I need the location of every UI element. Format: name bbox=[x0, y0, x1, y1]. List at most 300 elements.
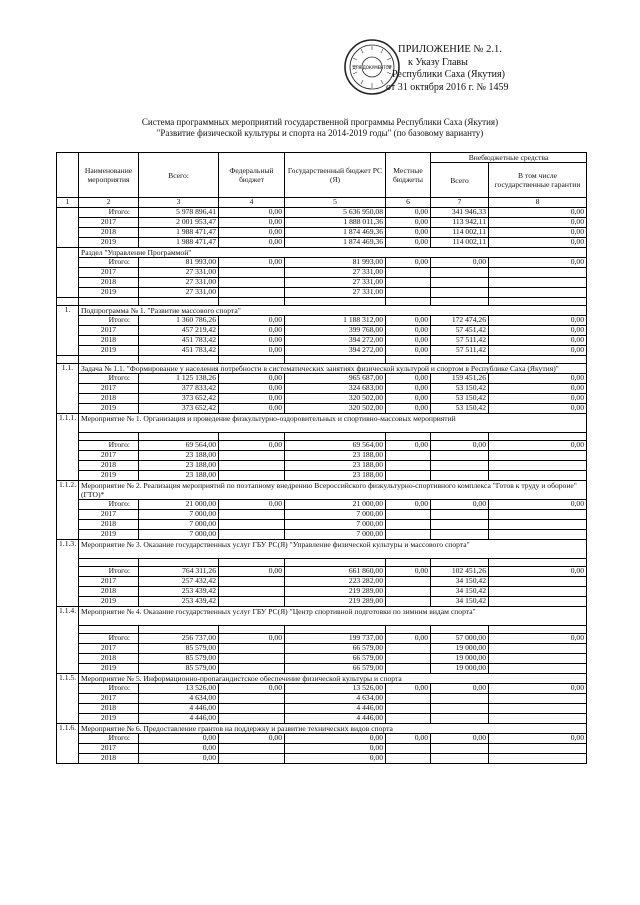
row-label: 2019 bbox=[79, 288, 139, 298]
value-cell: 0,00 bbox=[219, 404, 285, 414]
value-cell bbox=[386, 664, 431, 674]
section-row bbox=[57, 607, 587, 626]
value-cell: 102 451,26 bbox=[431, 567, 489, 577]
value-cell bbox=[489, 510, 587, 520]
value-cell bbox=[386, 744, 431, 754]
value-cell bbox=[386, 577, 431, 587]
section-title: Раздел "Управление Программой" bbox=[79, 248, 587, 258]
value-cell: 159 451,26 bbox=[431, 374, 489, 384]
table-row bbox=[57, 394, 587, 404]
value-cell: 85 579,00 bbox=[139, 664, 219, 674]
value-cell bbox=[386, 654, 431, 664]
empty-cell bbox=[386, 298, 431, 306]
value-cell bbox=[219, 714, 285, 724]
spacer-row bbox=[57, 298, 587, 306]
value-cell: 0,00 bbox=[386, 384, 431, 394]
value-cell: 0,00 bbox=[489, 684, 587, 694]
empty-cell bbox=[219, 559, 285, 567]
spacer-row bbox=[57, 356, 587, 364]
table-row bbox=[57, 510, 587, 520]
value-cell: 57 511,42 bbox=[431, 336, 489, 346]
value-cell: 0,00 bbox=[431, 500, 489, 510]
svg-text:ДЛЯ ДОКУМЕНТОВ: ДЛЯ ДОКУМЕНТОВ bbox=[352, 65, 392, 70]
col-number: 2 bbox=[79, 198, 139, 208]
value-cell: 0,00 bbox=[386, 238, 431, 248]
row-label: 2018 bbox=[79, 278, 139, 288]
empty-cell bbox=[219, 433, 285, 441]
value-cell bbox=[219, 520, 285, 530]
value-cell: 1 188 312,00 bbox=[285, 316, 386, 326]
value-cell bbox=[219, 664, 285, 674]
row-label: 2019 bbox=[79, 238, 139, 248]
value-cell: 85 579,00 bbox=[139, 644, 219, 654]
value-cell: 0,00 bbox=[386, 500, 431, 510]
value-cell: 341 946,33 bbox=[431, 208, 489, 218]
value-cell: 0,00 bbox=[219, 500, 285, 510]
empty-cell bbox=[386, 626, 431, 634]
value-cell bbox=[219, 288, 285, 298]
value-cell: 320 502,00 bbox=[285, 394, 386, 404]
empty-cell bbox=[79, 356, 139, 364]
value-cell: 0,00 bbox=[285, 734, 386, 744]
value-cell: 0,00 bbox=[489, 346, 587, 356]
value-cell: 81 993,00 bbox=[139, 258, 219, 268]
value-cell: 0,00 bbox=[489, 734, 587, 744]
col-number: 4 bbox=[219, 198, 285, 208]
value-cell: 0,00 bbox=[489, 567, 587, 577]
value-cell: 4 634,00 bbox=[285, 694, 386, 704]
empty-cell bbox=[431, 298, 489, 306]
table-header-row bbox=[57, 153, 587, 163]
value-cell: 66 579,00 bbox=[285, 654, 386, 664]
value-cell bbox=[489, 530, 587, 540]
value-cell: 13 526,00 bbox=[139, 684, 219, 694]
value-cell bbox=[219, 597, 285, 607]
empty-cell bbox=[489, 433, 587, 441]
value-cell: 23 188,00 bbox=[285, 471, 386, 481]
col-number: 7 bbox=[431, 198, 489, 208]
empty-cell bbox=[79, 559, 139, 567]
value-cell: 219 289,00 bbox=[285, 597, 386, 607]
row-label: 2017 bbox=[79, 451, 139, 461]
row-label: 2018 bbox=[79, 754, 139, 764]
value-cell: 4 446,00 bbox=[139, 714, 219, 724]
value-cell bbox=[386, 520, 431, 530]
value-cell: 373 652,42 bbox=[139, 404, 219, 414]
value-cell: 0,00 bbox=[489, 500, 587, 510]
value-cell: 0,00 bbox=[219, 374, 285, 384]
table-row bbox=[57, 704, 587, 714]
value-cell: 0,00 bbox=[489, 404, 587, 414]
row-label: 2017 bbox=[79, 384, 139, 394]
value-cell: 7 000,00 bbox=[285, 520, 386, 530]
empty-cell bbox=[79, 433, 139, 441]
value-cell bbox=[489, 520, 587, 530]
table-row bbox=[57, 734, 587, 744]
table-row bbox=[57, 374, 587, 384]
table-row bbox=[57, 714, 587, 724]
table-row bbox=[57, 404, 587, 414]
empty-cell bbox=[57, 298, 79, 306]
value-cell bbox=[489, 461, 587, 471]
table-row bbox=[57, 577, 587, 587]
value-cell: 0,00 bbox=[386, 567, 431, 577]
row-label: 2019 bbox=[79, 530, 139, 540]
value-cell: 219 289,00 bbox=[285, 587, 386, 597]
table-row bbox=[57, 208, 587, 218]
section-number: 1.1.3. bbox=[57, 540, 79, 607]
value-cell bbox=[489, 587, 587, 597]
value-cell: 27 331,00 bbox=[285, 278, 386, 288]
value-cell: 661 860,00 bbox=[285, 567, 386, 577]
value-cell: 0,00 bbox=[139, 754, 219, 764]
value-cell: 0,00 bbox=[219, 567, 285, 577]
value-cell: 0,00 bbox=[489, 384, 587, 394]
spacer-row bbox=[57, 626, 587, 634]
value-cell bbox=[489, 288, 587, 298]
value-cell: 81 993,00 bbox=[285, 258, 386, 268]
value-cell bbox=[431, 471, 489, 481]
value-cell: 373 652,42 bbox=[139, 394, 219, 404]
value-cell: 0,00 bbox=[219, 208, 285, 218]
value-cell: 1 988 471,47 bbox=[139, 228, 219, 238]
table-row bbox=[57, 754, 587, 764]
value-cell: 53 150,42 bbox=[431, 404, 489, 414]
value-cell: 394 272,00 bbox=[285, 346, 386, 356]
value-cell bbox=[431, 714, 489, 724]
table-row bbox=[57, 644, 587, 654]
empty-cell bbox=[79, 298, 139, 306]
empty-cell bbox=[431, 626, 489, 634]
value-cell: 0,00 bbox=[386, 208, 431, 218]
table-row bbox=[57, 218, 587, 228]
value-cell: 0,00 bbox=[489, 218, 587, 228]
table-row bbox=[57, 288, 587, 298]
value-cell: 23 188,00 bbox=[285, 461, 386, 471]
value-cell: 34 150,42 bbox=[431, 587, 489, 597]
value-cell bbox=[219, 471, 285, 481]
value-cell: 0,00 bbox=[219, 316, 285, 326]
value-cell bbox=[489, 644, 587, 654]
section-title: Подпрограмма № 1. "Развитие массового спорта" bbox=[79, 306, 587, 316]
value-cell bbox=[219, 451, 285, 461]
header-cell: Наименование мероприятия bbox=[79, 153, 139, 198]
value-cell: 0,00 bbox=[386, 228, 431, 238]
appendix-line: к Указу Главы bbox=[408, 56, 468, 68]
table-row bbox=[57, 258, 587, 268]
table-row bbox=[57, 694, 587, 704]
value-cell bbox=[431, 461, 489, 471]
value-cell bbox=[219, 754, 285, 764]
value-cell bbox=[386, 461, 431, 471]
value-cell: 0,00 bbox=[386, 394, 431, 404]
value-cell bbox=[489, 664, 587, 674]
value-cell: 0,00 bbox=[489, 326, 587, 336]
value-cell: 0,00 bbox=[489, 258, 587, 268]
value-cell: 27 331,00 bbox=[139, 278, 219, 288]
value-cell bbox=[386, 471, 431, 481]
table-row bbox=[57, 238, 587, 248]
appendix-line: ПРИЛОЖЕНИЕ № 2.1. bbox=[398, 44, 502, 55]
col-number: 1 bbox=[57, 198, 79, 208]
table-row bbox=[57, 441, 587, 451]
value-cell: 4 446,00 bbox=[285, 714, 386, 724]
value-cell: 320 502,00 bbox=[285, 404, 386, 414]
value-cell: 0,00 bbox=[219, 384, 285, 394]
empty-cell bbox=[386, 356, 431, 364]
header-cell: Местные бюджеты bbox=[386, 153, 431, 198]
header-cell: Федеральный бюджет bbox=[219, 153, 285, 198]
value-cell bbox=[489, 471, 587, 481]
section-row bbox=[57, 364, 587, 374]
empty-cell bbox=[139, 298, 219, 306]
spacer-row bbox=[57, 433, 587, 441]
value-cell: 0,00 bbox=[431, 441, 489, 451]
value-cell: 257 432,42 bbox=[139, 577, 219, 587]
value-cell: 0,00 bbox=[386, 634, 431, 644]
value-cell: 0,00 bbox=[489, 208, 587, 218]
empty-cell bbox=[285, 298, 386, 306]
value-cell: 57 511,42 bbox=[431, 346, 489, 356]
value-cell: 21 000,00 bbox=[139, 500, 219, 510]
section-row bbox=[57, 248, 587, 258]
value-cell: 394 272,00 bbox=[285, 336, 386, 346]
value-cell: 451 783,42 bbox=[139, 346, 219, 356]
value-cell: 0,00 bbox=[219, 634, 285, 644]
value-cell: 0,00 bbox=[285, 754, 386, 764]
value-cell: 27 331,00 bbox=[285, 288, 386, 298]
row-label: 2019 bbox=[79, 471, 139, 481]
value-cell bbox=[386, 288, 431, 298]
empty-cell bbox=[57, 356, 79, 364]
value-cell: 114 002,11 bbox=[431, 238, 489, 248]
value-cell bbox=[386, 694, 431, 704]
empty-cell bbox=[57, 208, 79, 248]
value-cell: 0,00 bbox=[489, 634, 587, 644]
value-cell bbox=[489, 278, 587, 288]
section-number bbox=[57, 248, 79, 298]
value-cell: 0,00 bbox=[219, 441, 285, 451]
value-cell bbox=[219, 644, 285, 654]
row-label: 2019 bbox=[79, 404, 139, 414]
row-label: 2019 bbox=[79, 346, 139, 356]
value-cell: 0,00 bbox=[219, 238, 285, 248]
table-row bbox=[57, 530, 587, 540]
value-cell bbox=[386, 451, 431, 461]
value-cell: 0,00 bbox=[219, 346, 285, 356]
col-number: 6 bbox=[386, 198, 431, 208]
empty-cell bbox=[219, 298, 285, 306]
value-cell: 23 188,00 bbox=[139, 461, 219, 471]
table-row bbox=[57, 326, 587, 336]
table-row bbox=[57, 346, 587, 356]
value-cell: 0,00 bbox=[489, 238, 587, 248]
section-row bbox=[57, 414, 587, 433]
value-cell: 0,00 bbox=[386, 218, 431, 228]
value-cell: 66 579,00 bbox=[285, 644, 386, 654]
value-cell: 0,00 bbox=[219, 734, 285, 744]
value-cell bbox=[219, 461, 285, 471]
value-cell: 451 783,42 bbox=[139, 336, 219, 346]
col-number: 5 bbox=[285, 198, 386, 208]
value-cell bbox=[431, 704, 489, 714]
value-cell: 13 526,00 bbox=[285, 684, 386, 694]
value-cell bbox=[386, 644, 431, 654]
value-cell: 53 150,42 bbox=[431, 394, 489, 404]
table-row bbox=[57, 567, 587, 577]
row-label: 2019 bbox=[79, 714, 139, 724]
value-cell: 19 000,00 bbox=[431, 654, 489, 664]
row-label: Итого: bbox=[79, 734, 139, 744]
table-row bbox=[57, 654, 587, 664]
header-cell: В том числе государственные гарантии bbox=[489, 163, 587, 198]
section-title: Мероприятие № 4. Оказание государственных услуг ГБУ РС(Я) "Центр спортивной подготовки по зимним видам спорта" bbox=[79, 607, 587, 626]
value-cell: 0,00 bbox=[219, 326, 285, 336]
table-row bbox=[57, 316, 587, 326]
row-label: 2017 bbox=[79, 577, 139, 587]
column-number-row bbox=[57, 198, 587, 208]
value-cell: 0,00 bbox=[431, 684, 489, 694]
header-cell: Всего bbox=[431, 163, 489, 198]
section-title: Мероприятие № 6. Предоставление грантов на поддержку и развитие технических видов спорта bbox=[79, 724, 587, 734]
value-cell: 172 474,26 bbox=[431, 316, 489, 326]
empty-cell bbox=[431, 559, 489, 567]
value-cell: 399 768,00 bbox=[285, 326, 386, 336]
value-cell bbox=[431, 530, 489, 540]
value-cell: 7 000,00 bbox=[139, 530, 219, 540]
empty-cell bbox=[139, 433, 219, 441]
value-cell: 69 564,00 bbox=[285, 441, 386, 451]
table-row bbox=[57, 278, 587, 288]
value-cell: 0,00 bbox=[431, 734, 489, 744]
empty-cell bbox=[285, 559, 386, 567]
value-cell bbox=[431, 520, 489, 530]
value-cell: 0,00 bbox=[386, 374, 431, 384]
value-cell: 23 188,00 bbox=[139, 451, 219, 461]
value-cell: 0,00 bbox=[489, 228, 587, 238]
empty-cell bbox=[431, 356, 489, 364]
empty-cell bbox=[139, 626, 219, 634]
section-title: Мероприятие № 5. Информационно-пропагандистское обеспечение физической культуры и спорта bbox=[79, 674, 587, 684]
value-cell: 0,00 bbox=[219, 258, 285, 268]
value-cell: 457 219,42 bbox=[139, 326, 219, 336]
value-cell bbox=[489, 654, 587, 664]
value-cell bbox=[489, 744, 587, 754]
row-label: Итого: bbox=[79, 258, 139, 268]
section-number: 1.1.6. bbox=[57, 724, 79, 764]
value-cell bbox=[431, 288, 489, 298]
value-cell: 253 439,42 bbox=[139, 587, 219, 597]
empty-cell bbox=[489, 298, 587, 306]
section-title: Задача № 1.1. "Формирование у населения потребности в систематических занятиях физической культурой и спортом в Республике Саха (Якутия)" bbox=[79, 364, 587, 374]
value-cell: 1 888 011,36 bbox=[285, 218, 386, 228]
value-cell: 21 000,00 bbox=[285, 500, 386, 510]
value-cell: 34 150,42 bbox=[431, 577, 489, 587]
value-cell: 0,00 bbox=[386, 258, 431, 268]
section-number: 1.1.2. bbox=[57, 481, 79, 540]
value-cell: 0,00 bbox=[219, 684, 285, 694]
value-cell: 0,00 bbox=[285, 744, 386, 754]
value-cell: 113 942,11 bbox=[431, 218, 489, 228]
value-cell: 1 988 471,47 bbox=[139, 238, 219, 248]
empty-cell bbox=[285, 356, 386, 364]
row-label: Итого: bbox=[79, 316, 139, 326]
section-row bbox=[57, 674, 587, 684]
row-label: 2017 bbox=[79, 744, 139, 754]
row-label: Итого: bbox=[79, 208, 139, 218]
table-row bbox=[57, 268, 587, 278]
table-row bbox=[57, 634, 587, 644]
value-cell: 4 446,00 bbox=[285, 704, 386, 714]
title-line: Система программных мероприятий государственной программы Республики Саха (Якутия) bbox=[141, 117, 499, 127]
empty-cell bbox=[219, 356, 285, 364]
appendix-line: от 31 октября 2016 г. № 1459 bbox=[386, 81, 509, 93]
value-cell: 27 331,00 bbox=[285, 268, 386, 278]
row-label: 2017 bbox=[79, 268, 139, 278]
header-cell: Внебюджетные средства bbox=[431, 153, 587, 163]
table-row bbox=[57, 228, 587, 238]
value-cell: 0,00 bbox=[386, 441, 431, 451]
empty-cell bbox=[489, 559, 587, 567]
value-cell bbox=[386, 597, 431, 607]
value-cell: 66 579,00 bbox=[285, 664, 386, 674]
value-cell: 4 634,00 bbox=[139, 694, 219, 704]
empty-cell bbox=[139, 356, 219, 364]
value-cell: 0,00 bbox=[431, 258, 489, 268]
spacer-row bbox=[57, 559, 587, 567]
value-cell: 0,00 bbox=[386, 316, 431, 326]
value-cell: 256 737,00 bbox=[139, 634, 219, 644]
value-cell: 69 564,00 bbox=[139, 441, 219, 451]
table-row bbox=[57, 336, 587, 346]
table-row bbox=[57, 500, 587, 510]
row-label: 2018 bbox=[79, 336, 139, 346]
section-row bbox=[57, 481, 587, 500]
value-cell: 23 188,00 bbox=[139, 471, 219, 481]
value-cell bbox=[386, 587, 431, 597]
value-cell bbox=[386, 278, 431, 288]
value-cell bbox=[219, 278, 285, 288]
table-row bbox=[57, 684, 587, 694]
row-label: 2017 bbox=[79, 644, 139, 654]
row-label: 2017 bbox=[79, 326, 139, 336]
empty-cell bbox=[285, 626, 386, 634]
value-cell: 0,00 bbox=[489, 336, 587, 346]
empty-cell bbox=[386, 559, 431, 567]
section-title: Мероприятие № 3. Оказание государственных услуг ГБУ РС(Я) "Управление физической культуры и массового спорта" bbox=[79, 540, 587, 559]
section-number: 1. bbox=[57, 306, 79, 356]
row-label: 2018 bbox=[79, 654, 139, 664]
value-cell: 5 978 896,41 bbox=[139, 208, 219, 218]
value-cell bbox=[386, 754, 431, 764]
row-label: Итого: bbox=[79, 684, 139, 694]
value-cell: 0,00 bbox=[219, 228, 285, 238]
value-cell: 223 282,00 bbox=[285, 577, 386, 587]
value-cell: 27 331,00 bbox=[139, 268, 219, 278]
value-cell: 57 000,00 bbox=[431, 634, 489, 644]
row-label: 2018 bbox=[79, 520, 139, 530]
value-cell bbox=[431, 744, 489, 754]
empty-cell bbox=[489, 356, 587, 364]
value-cell: 2 001 953,47 bbox=[139, 218, 219, 228]
appendix-line: Республики Саха (Якутия) bbox=[392, 69, 505, 80]
section-title: Мероприятие № 2. Реализация мероприятий по поэтапному внедрению Всероссийского физкультурно-спортивного комплекса "Готов к труду и обороне" (ГТО)* bbox=[79, 481, 587, 500]
measures-table bbox=[56, 152, 587, 764]
table-row bbox=[57, 597, 587, 607]
value-cell bbox=[489, 704, 587, 714]
table-row bbox=[57, 587, 587, 597]
section-row bbox=[57, 306, 587, 316]
